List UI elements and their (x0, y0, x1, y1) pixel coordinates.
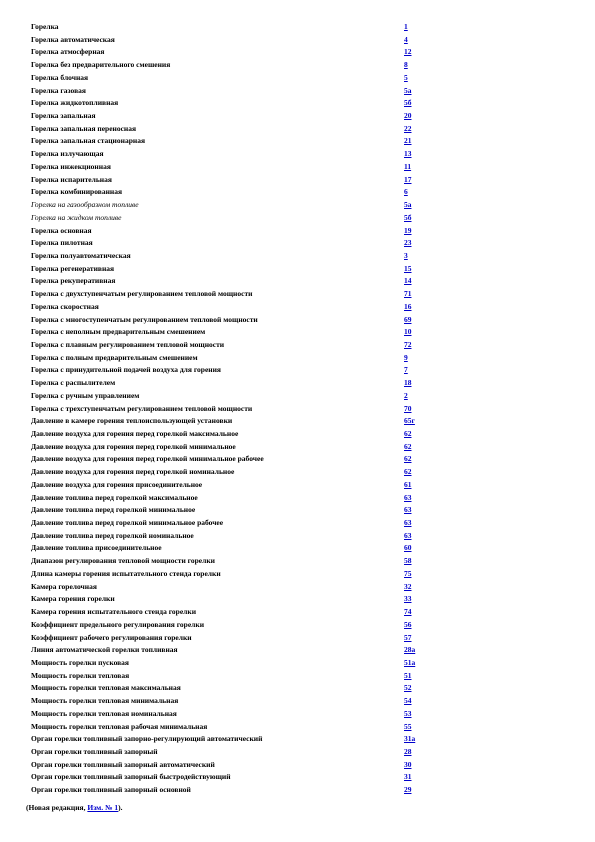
index-entry (31, 530, 431, 543)
index-entry (31, 542, 431, 555)
index-entry (31, 72, 431, 85)
term-text: Горелка регенеративная (31, 263, 115, 273)
term-reference-link[interactable]: 15 (404, 263, 412, 273)
term-reference-link[interactable]: 63 (404, 505, 412, 515)
term-text: Горелка атмосферная (31, 47, 105, 57)
term-text: Мощность горелки пусковая (31, 657, 129, 667)
term-reference-link[interactable]: 74 (404, 607, 412, 617)
term-text: Линия автоматической горелки топливная (31, 645, 178, 655)
term-text: Горелка без предварительного смешения (31, 60, 171, 70)
index-entry (31, 314, 431, 327)
term-text: Камера горения горелки (31, 594, 115, 604)
index-entry (31, 186, 431, 199)
index-entry (31, 339, 431, 352)
term-text: Горелка инжекционная (31, 161, 111, 171)
term-text: Горелка (31, 22, 59, 31)
term-text: Камера горения испытательного стенда горелки (31, 607, 197, 617)
term-text: Горелка с принудительной подачей воздуха для горения (31, 365, 221, 375)
term-text: Горелка запальная стационарная (31, 136, 146, 146)
term-reference-link[interactable]: 3 (404, 250, 408, 260)
term-text: Горелка рекуперативная (31, 276, 116, 286)
term-reference-link[interactable]: 52 (404, 683, 412, 693)
index-entry (31, 46, 431, 59)
term-text: Коэффициент предельного регулирования горелки (31, 619, 205, 629)
term-text: Горелка с плавным регулированием тепловой мощности (31, 339, 225, 349)
term-text: Горелка пилотная (31, 238, 93, 248)
index-entry (31, 441, 431, 454)
term-reference-link[interactable]: 61 (404, 479, 412, 489)
term-reference-link[interactable]: 5 (404, 72, 408, 82)
term-text: Горелка основная (31, 225, 92, 235)
term-text: Длина камеры горения испытательного стенда горелки (31, 568, 221, 578)
index-entry (31, 695, 431, 708)
term-reference-link[interactable]: 5б (404, 98, 412, 108)
term-reference-link[interactable]: 62 (404, 467, 412, 477)
term-reference-link[interactable]: 4 (404, 34, 408, 44)
term-reference-link[interactable]: 69 (404, 314, 412, 324)
term-reference-link[interactable]: 5а (404, 85, 412, 95)
index-entry (31, 352, 431, 365)
term-reference-link[interactable]: 11 (404, 161, 412, 171)
index-entry (31, 237, 431, 250)
term-reference-link[interactable]: 51 (404, 670, 412, 680)
term-reference-link[interactable]: 8 (404, 60, 408, 70)
term-reference-link[interactable]: 60 (404, 543, 412, 553)
term-reference-link[interactable]: 62 (404, 441, 412, 451)
term-text: Горелка газовая (31, 85, 86, 95)
term-text: Орган горелки топливный запорный автоматический (31, 759, 215, 769)
index-entry (31, 466, 431, 479)
index-entry (31, 326, 431, 339)
index-entry (31, 555, 431, 568)
index-entry (31, 771, 431, 784)
index-entry (31, 212, 431, 225)
term-reference-link[interactable]: 18 (404, 378, 412, 388)
term-reference-link[interactable]: 55 (404, 721, 412, 731)
index-entry (31, 390, 431, 403)
term-text: Горелка скоростная (31, 301, 99, 311)
term-reference-link[interactable]: 63 (404, 492, 412, 502)
term-text: Давление в камере горения теплоиспользующей установки (31, 416, 233, 426)
term-reference-link[interactable]: 17 (404, 174, 412, 184)
index-entry (31, 288, 431, 301)
term-reference-link[interactable]: 29 (404, 785, 412, 795)
term-text: Давление воздуха для горения перед горелкой номинальное (31, 467, 235, 477)
term-text: Горелка испарительная (31, 174, 112, 184)
index-entry (31, 568, 431, 581)
term-reference-link[interactable]: 2 (404, 390, 408, 400)
index-entry (31, 263, 431, 276)
term-text: Мощность горелки тепловая максимальная (31, 683, 181, 693)
index-entry (31, 708, 431, 721)
term-text: Горелка с двухступенчатым регулированием тепловой мощности (31, 289, 253, 299)
index-entry (31, 174, 431, 187)
index-entry (31, 593, 431, 606)
term-reference-link[interactable]: 32 (404, 581, 412, 591)
index-entry (31, 504, 431, 517)
term-reference-link[interactable]: 31а (404, 734, 416, 744)
footnote-prefix: (Новая редакция, (26, 803, 88, 812)
footnote-suffix: ). (118, 803, 123, 812)
index-entry (31, 199, 431, 212)
term-text: Горелка на газообразном топливе (31, 200, 139, 210)
index-entry (31, 517, 431, 530)
term-reference-link[interactable]: 30 (404, 759, 412, 769)
term-reference-link[interactable]: 54 (404, 696, 412, 706)
term-text: Горелка с полным предварительным смешением (31, 352, 198, 362)
term-text: Давление топлива перед горелкой минимальное рабочее (31, 518, 224, 528)
term-text: Давление топлива присоединительное (31, 543, 162, 553)
index-entry (31, 21, 431, 34)
index-entry (31, 632, 431, 645)
index-entry (31, 682, 431, 695)
term-reference-link[interactable]: 62 (404, 454, 412, 464)
term-reference-link[interactable]: 12 (404, 47, 412, 57)
index-entry (31, 225, 431, 238)
term-reference-link[interactable]: 33 (404, 594, 412, 604)
index-entry (31, 428, 431, 441)
term-reference-link[interactable]: 14 (404, 276, 412, 286)
index-entry (31, 123, 431, 136)
term-text: Давление воздуха для горения перед горелкой минимальное рабочее (31, 454, 264, 464)
term-text: Горелка с многоступенчатым регулированием тепловой мощности (31, 314, 258, 324)
term-reference-link[interactable]: 56 (404, 619, 412, 629)
term-text: Горелка с распылителем (31, 378, 116, 388)
term-reference-link[interactable]: 65г (404, 416, 415, 426)
term-reference-link[interactable]: 5а (404, 200, 412, 210)
term-text: Орган горелки топливный запорный основной (31, 785, 191, 795)
term-reference-link[interactable]: 19 (404, 225, 412, 235)
term-text: Горелка блочная (31, 72, 89, 82)
term-text: Давление воздуха для горения перед горелкой минимальное (31, 441, 236, 451)
term-reference-link[interactable]: 28а (404, 645, 416, 655)
index-entry (31, 97, 431, 110)
term-text: Давление воздуха для горения перед горелкой максимальное (31, 429, 239, 438)
term-text: Горелка запальная (31, 111, 96, 121)
term-text: Коэффициент рабочего регулирования горелки (31, 632, 192, 642)
term-reference-link[interactable]: 5б (404, 212, 412, 222)
term-reference-link[interactable]: 31 (404, 772, 412, 782)
index-entry (31, 581, 431, 594)
term-reference-link[interactable]: 70 (404, 403, 412, 413)
index-entry (31, 784, 431, 797)
index-entry (31, 301, 431, 314)
term-text: Мощность горелки тепловая минимальная (31, 696, 179, 706)
index-entry (31, 746, 431, 759)
term-reference-link[interactable]: 53 (404, 708, 412, 718)
term-text: Горелка с ручным управлением (31, 390, 140, 400)
index-entry (31, 453, 431, 466)
term-text: Мощность горелки тепловая рабочая минимальная (31, 721, 208, 731)
term-reference-link[interactable]: 22 (404, 123, 412, 133)
term-reference-link[interactable]: 6 (404, 187, 408, 197)
term-reference-link[interactable]: 23 (404, 238, 412, 248)
index-entry (31, 479, 431, 492)
term-text: Диапазон регулирования тепловой мощности горелки (31, 556, 215, 566)
index-entry (31, 721, 431, 734)
term-reference-link[interactable]: 1 (404, 22, 408, 31)
term-reference-link[interactable]: 13 (404, 149, 412, 159)
term-text: Горелка автоматическая (31, 34, 115, 44)
index-entry (31, 161, 431, 174)
term-text: Давление топлива перед горелкой максимальное (31, 492, 198, 502)
term-text: Горелка комбинированная (31, 187, 123, 197)
term-reference-link[interactable]: 9 (404, 352, 408, 362)
term-reference-link[interactable]: 57 (404, 632, 412, 642)
term-index (31, 21, 431, 797)
term-text: Давление воздуха для горения присоединительное (31, 479, 203, 489)
term-reference-link[interactable]: 21 (404, 136, 412, 146)
term-reference-link[interactable]: 63 (404, 530, 412, 540)
term-text: Горелка полуавтоматическая (31, 250, 131, 260)
term-reference-link[interactable]: 62 (404, 429, 412, 438)
term-text: Мощность горелки тепловая номинальная (31, 708, 177, 718)
term-text: Горелка запальная переносная (31, 123, 137, 133)
term-reference-link[interactable]: 75 (404, 568, 412, 578)
index-entry (31, 733, 431, 746)
index-entry (31, 85, 431, 98)
term-reference-link[interactable]: 72 (404, 339, 412, 349)
term-text: Горелка излучающая (31, 149, 104, 159)
index-entry (31, 644, 431, 657)
index-entry (31, 275, 431, 288)
term-text: Горелка на жидком топливе (31, 212, 122, 222)
index-entry (31, 403, 431, 416)
index-entry (31, 148, 431, 161)
index-entry (31, 619, 431, 632)
amendment-link[interactable]: Изм. № 1 (87, 803, 119, 812)
term-text: Камера горелочная (31, 581, 97, 591)
index-entry (31, 657, 431, 670)
index-entry (31, 110, 431, 123)
term-reference-link[interactable]: 16 (404, 301, 412, 311)
term-text: Горелка с трехступенчатым регулированием тепловой мощности (31, 403, 253, 413)
index-entry (31, 415, 431, 428)
index-entry (31, 670, 431, 683)
index-entry (31, 59, 431, 72)
term-reference-link[interactable]: 10 (404, 327, 412, 337)
term-text: Давление топлива перед горелкой минимальное (31, 505, 196, 515)
term-reference-link[interactable]: 71 (404, 289, 412, 299)
footnote (26, 803, 123, 812)
term-text: Орган горелки топливный запорно-регулирующий автоматический (31, 734, 263, 744)
index-entry (31, 759, 431, 772)
index-entry (31, 250, 431, 263)
term-text: Давление топлива перед горелкой номинальное (31, 530, 194, 540)
index-entry (31, 606, 431, 619)
term-reference-link[interactable]: 63 (404, 518, 412, 528)
term-text: Орган горелки топливный запорный (31, 746, 158, 756)
term-reference-link[interactable]: 51а (404, 657, 416, 667)
index-entry (31, 135, 431, 148)
term-text: Мощность горелки тепловая (31, 670, 130, 680)
term-reference-link[interactable]: 7 (404, 365, 408, 375)
index-entry (31, 492, 431, 505)
index-entry (31, 34, 431, 47)
term-text: Орган горелки топливный запорный быстродействующий (31, 772, 231, 782)
term-reference-link[interactable]: 20 (404, 111, 412, 121)
term-reference-link[interactable]: 28 (404, 746, 412, 756)
term-reference-link[interactable]: 58 (404, 556, 412, 566)
index-entry (31, 377, 431, 390)
index-entry (31, 364, 431, 377)
term-text: Горелка жидкотопливная (31, 98, 119, 108)
term-text: Горелка с неполным предварительным смешением (31, 327, 206, 337)
